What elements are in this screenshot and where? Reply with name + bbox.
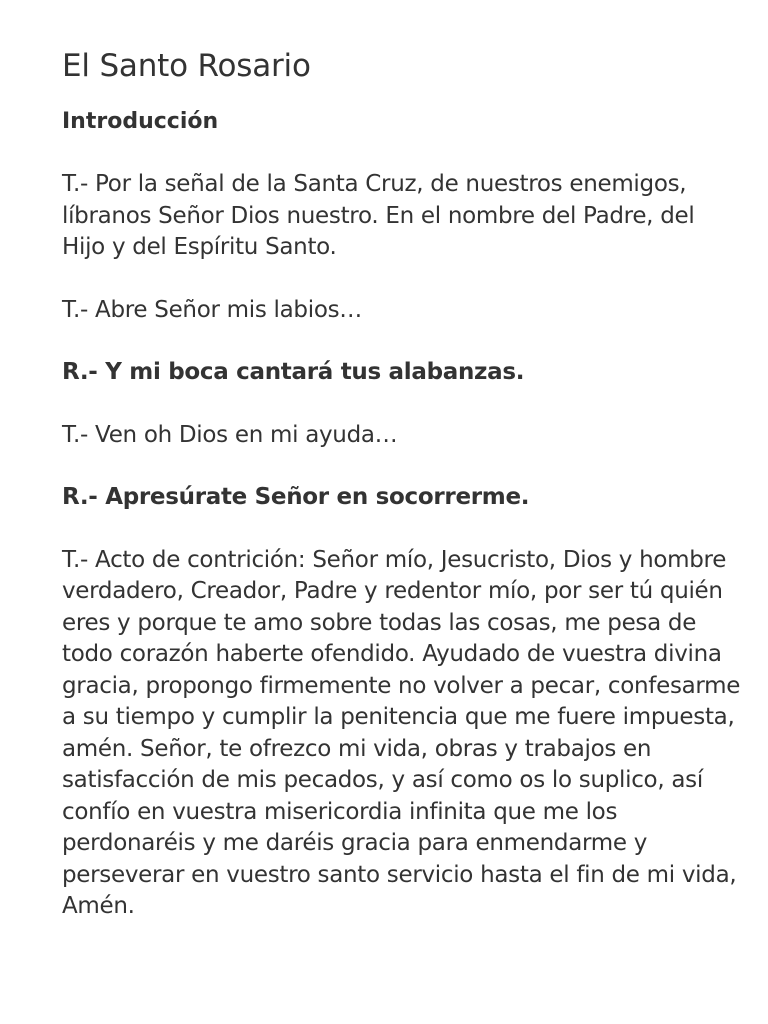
paragraph-come-god: T.- Ven oh Dios en mi ayuda… [62, 421, 398, 448]
response-hasten: R.- Apresúrate Señor en socorrerme. [62, 484, 530, 510]
document-page [62, 44, 742, 923]
paragraph-sign-of-cross: T.- Por la señal de la Santa Cruz, de nuestros enemigos, líbranos Señor Dios nuestro. En el nombre del Padre, del Hijo y del Espíritu Santo. [62, 171, 695, 260]
section-heading: Introducción [62, 109, 219, 134]
paragraph-act-of-contrition: T.- Acto de contrición: Señor mío, Jesucristo, Dios y hombre verdadero, Creador, Padre y redentor mío, por ser tú quién eres y porque te amo sobre todas las cosas, me pesa de todo corazón haberte ofendido. Ayudado de vuestra divina gracia, propongo firmemente no volver a pecar, confesarme a su tiempo y cumplir la penitencia que me fuere impuesta, amén. Señor, te ofrezco mi vida, obras y trabajos en satisfacción de mis pecados, y así como os lo suplico, así confío en vuestra misericordia infinita que me los perdonaréis y me daréis gracia para enmendarme y perseverar en vuestro santo servicio hasta el fin de mi vida, Amén. [62, 546, 741, 919]
document-title: El Santo Rosario [62, 48, 311, 84]
response-praise: R.- Y mi boca cantará tus alabanzas. [62, 359, 525, 385]
paragraph-open-lips: T.- Abre Señor mis labios… [62, 296, 362, 323]
